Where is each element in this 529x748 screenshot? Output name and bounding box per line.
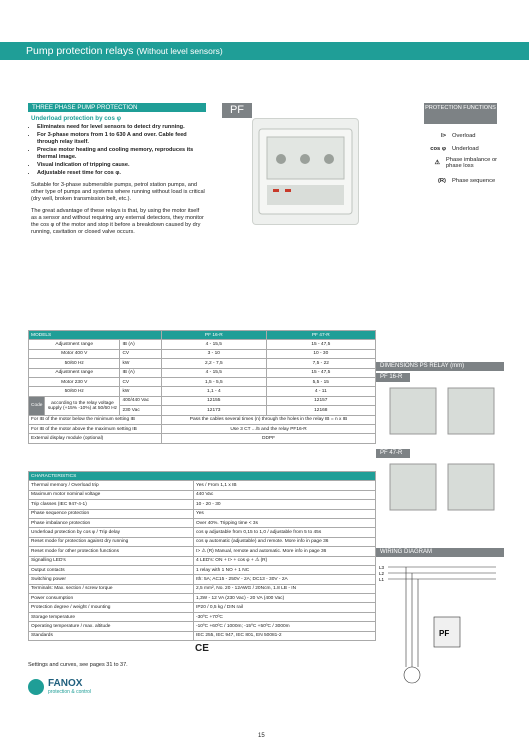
- characteristics-row: [29, 594, 376, 603]
- characteristic-label: Protection degree / weight / mounting: [29, 603, 194, 612]
- characteristic-value: 4 LED's: ON + I> + cos φ + ⚠ (R): [194, 556, 376, 565]
- characteristic-label: Phase imbalance protection: [29, 518, 194, 527]
- fanox-logo: [28, 678, 91, 695]
- intro-paragraph: The great advantage of these relays is that, by using the motor itself as a sensor and without requiring any external detectors, they monitor the cos φ of the motor and stop it before a breakdown caused by dry running, cavitation or closed valve occurs.: [31, 208, 204, 235]
- characteristic-label: Switching power: [29, 575, 194, 584]
- code-label: Code: [29, 396, 45, 415]
- characteristic-value: -30ºC +70ºC: [194, 612, 376, 621]
- feature-item: • Eliminates need for level sensors to detect dry running.: [37, 124, 206, 131]
- phase-imbalance-icon: ⚠: [434, 160, 440, 166]
- characteristic-label: Reset mode for protection against dry running: [29, 537, 194, 546]
- characteristic-value: Yes / From 1,1 x IB: [194, 481, 376, 490]
- characteristic-label: Terminals: Max. section / screw torque: [29, 584, 194, 593]
- characteristics-section: [28, 471, 376, 654]
- function-item: I> Overload: [424, 133, 514, 139]
- characteristic-label: Maximum motor nominal voltage: [29, 490, 194, 499]
- characteristic-label: Signalling LED's: [29, 556, 194, 565]
- models-section: [28, 330, 376, 444]
- characteristic-value: cos φ adjustable from 0,15 to 1,0 / adjustable from 5 to 45s: [194, 528, 376, 537]
- characteristic-value: 1 relay with 1 NO + 1 NC: [194, 565, 376, 574]
- characteristic-label: Output contacts: [29, 565, 194, 574]
- characteristics-row: [29, 556, 376, 565]
- characteristic-value: IEC 255, IEC 947, IEC 801, EN 50081-2: [194, 631, 376, 640]
- characteristic-value: 440 Vac: [194, 490, 376, 499]
- characteristic-label: Phase sequence protection: [29, 509, 194, 518]
- wiring-diagram: [376, 557, 504, 687]
- feature-item: • Visual indication of tripping cause.: [37, 162, 206, 169]
- characteristics-row: [29, 500, 376, 509]
- characteristic-value: 10 - 20 - 30: [194, 500, 376, 509]
- characteristic-label: Operating temperature / max. altitude: [29, 622, 194, 631]
- characteristic-value: Yes: [194, 509, 376, 518]
- logo-name: FANOX: [48, 678, 83, 689]
- product-tag: PF: [222, 103, 252, 118]
- characteristic-label: Power consumption: [29, 594, 194, 603]
- characteristic-label: Reset mode for other protection functions: [29, 547, 194, 556]
- characteristics-row: [29, 612, 376, 621]
- relay-device-image: [252, 118, 359, 225]
- dimensions-drawing-pf47: [376, 458, 504, 520]
- characteristics-row: [29, 565, 376, 574]
- characteristic-value: Over 40%. Tripping time < 3s: [194, 518, 376, 527]
- intro-paragraph: Suitable for 3-phase submersible pumps, petrol station pumps, and other type of pumps and systems where running without load is critical (dry well, broken transmission belt, etc.).: [31, 182, 205, 202]
- characteristic-label: Thermal memory / Overload trip: [29, 481, 194, 490]
- logo-tagline: protection & control: [48, 689, 92, 695]
- characteristic-value: I> ⚠ (R) Manual, remote and automatic. More info in page 36: [194, 547, 376, 556]
- characteristics-row: [29, 603, 376, 612]
- intro-section: [28, 103, 206, 236]
- characteristic-value: Ith: 5A; AC15 - 250V - 2A; DC13 - 30V - 2A: [194, 575, 376, 584]
- characteristic-value: -10ºC +60ºC / 1000m; -15ºC +50ºC / 3000m: [194, 622, 376, 631]
- feature-item: • Precise motor heating and cooling memory, reproduces its thermal image.: [37, 147, 206, 161]
- characteristics-row: [29, 490, 376, 499]
- feature-item: • For 3-phase motors from 1 to 630 A and over. Cable feed through relay itself.: [37, 132, 206, 146]
- page-number: 15: [258, 733, 265, 739]
- wiring-relay-label: PF: [439, 629, 450, 638]
- function-item: (R) Phase sequence: [424, 178, 514, 184]
- code-desc: according to the relay voltage supply (+15% -10%) at 50/60 Hz: [45, 396, 120, 415]
- characteristic-value: 1,3W - 12 VA (230 Vac) - 20 VA (400 Vac): [194, 594, 376, 603]
- dimensions-header: DIMENSIONS PS RELAY (mm): [376, 362, 504, 371]
- page-banner: [0, 42, 529, 60]
- characteristic-label: Storage temperature: [29, 612, 194, 621]
- wiring-line-l2: L2: [379, 571, 385, 576]
- col-pf16: PF 16-R: [162, 331, 267, 340]
- characteristics-row: [29, 537, 376, 546]
- feature-list: [28, 124, 206, 177]
- characteristics-row: [29, 528, 376, 537]
- intro-subheader: Underload protection by cos φ: [31, 115, 122, 122]
- cosphi-icon: cos φ: [430, 146, 446, 152]
- dimensions-label-pf16: PF 16-R: [376, 373, 410, 382]
- characteristic-value: IP20 / 0,5 kg / DIN rail: [194, 603, 376, 612]
- intro-header: THREE PHASE PUMP PROTECTION: [28, 103, 206, 112]
- characteristics-row: [29, 584, 376, 593]
- function-item: cos φ Underload: [424, 146, 514, 152]
- models-table: MODELS PF 16-R PF 47-R Adjustment range IB (A) 4 - 15,5 15 - 47,5 Motor 400 V CV 3 - 10 10 - 30 50/60 Hz kW 2,2 - 7,5 7,5 - 22 Adjustment range IB (A) 4 - 15,5 15 - 47,5 Motor 230 V CV 1,5 - 5,5 5,5 - 15 50/60 Hz kW 1,1 - 4 4 - 11 Code according to the relay voltage supply (+15% -10%) at 50/60 Hz 400/440 Vac 12155 12157 230 Vac 12173 12168 For IB of the motor below the minimum setting IB Pass the cables several times (n) through the holes in the relay IB = n x IB For IB of the motor above the maximum setting IB Use 3 CT .../5 and the relay PF16-R External display module (optional) DDPF: [28, 330, 376, 444]
- col-pf47: PF 47-R: [266, 331, 375, 340]
- characteristic-label: Underload protection by cos φ / Trip delay: [29, 528, 194, 537]
- characteristics-row: [29, 547, 376, 556]
- wiring-section: [376, 548, 504, 692]
- footnote: Settings and curves, see pages 31 to 37.: [28, 662, 128, 668]
- feature-item: • Adjustable reset time for cos φ.: [37, 170, 206, 177]
- characteristic-value: 2,5 mm², No. 20 - 12AWG / 20Ncm, 1.8 LB - IN: [194, 584, 376, 593]
- characteristics-row: [29, 509, 376, 518]
- function-item: ⚠ Phase imbalance or phase loss: [424, 157, 504, 169]
- dimensions-label-pf47: PF 47-R: [376, 449, 410, 458]
- wiring-header: WIRING DIAGRAM: [376, 548, 504, 557]
- characteristics-row: [29, 622, 376, 631]
- banner-title: Pump protection relays: [26, 45, 134, 57]
- characteristics-header: CHARACTERISTICS: [29, 472, 376, 481]
- wiring-line-l1: L1: [379, 577, 385, 582]
- wiring-line-l3: L3: [379, 565, 385, 570]
- functions-header: PROTECTION FUNCTIONS: [424, 103, 497, 124]
- relay-device-drawing: [253, 119, 358, 224]
- characteristic-value: cos φ automatic (adjustable) and remote. More info in page 36: [194, 537, 376, 546]
- characteristics-row: [29, 481, 376, 490]
- dimensions-section: [376, 362, 504, 525]
- ce-mark: CE: [195, 643, 209, 655]
- characteristic-label: Standards: [29, 631, 194, 640]
- overload-icon: I>: [441, 133, 446, 139]
- characteristics-row: [29, 631, 376, 640]
- characteristics-row: [29, 518, 376, 527]
- characteristics-row: [29, 575, 376, 584]
- models-header: MODELS: [29, 331, 162, 340]
- characteristic-label: Trip classes (IEC 947-4-1): [29, 500, 194, 509]
- fanox-logo-icon: [28, 679, 44, 695]
- characteristics-table: [28, 471, 376, 641]
- phase-sequence-icon: (R): [437, 178, 446, 184]
- banner-subtitle: (Without level sensors): [136, 46, 223, 56]
- dimensions-drawing-pf16: [376, 382, 504, 444]
